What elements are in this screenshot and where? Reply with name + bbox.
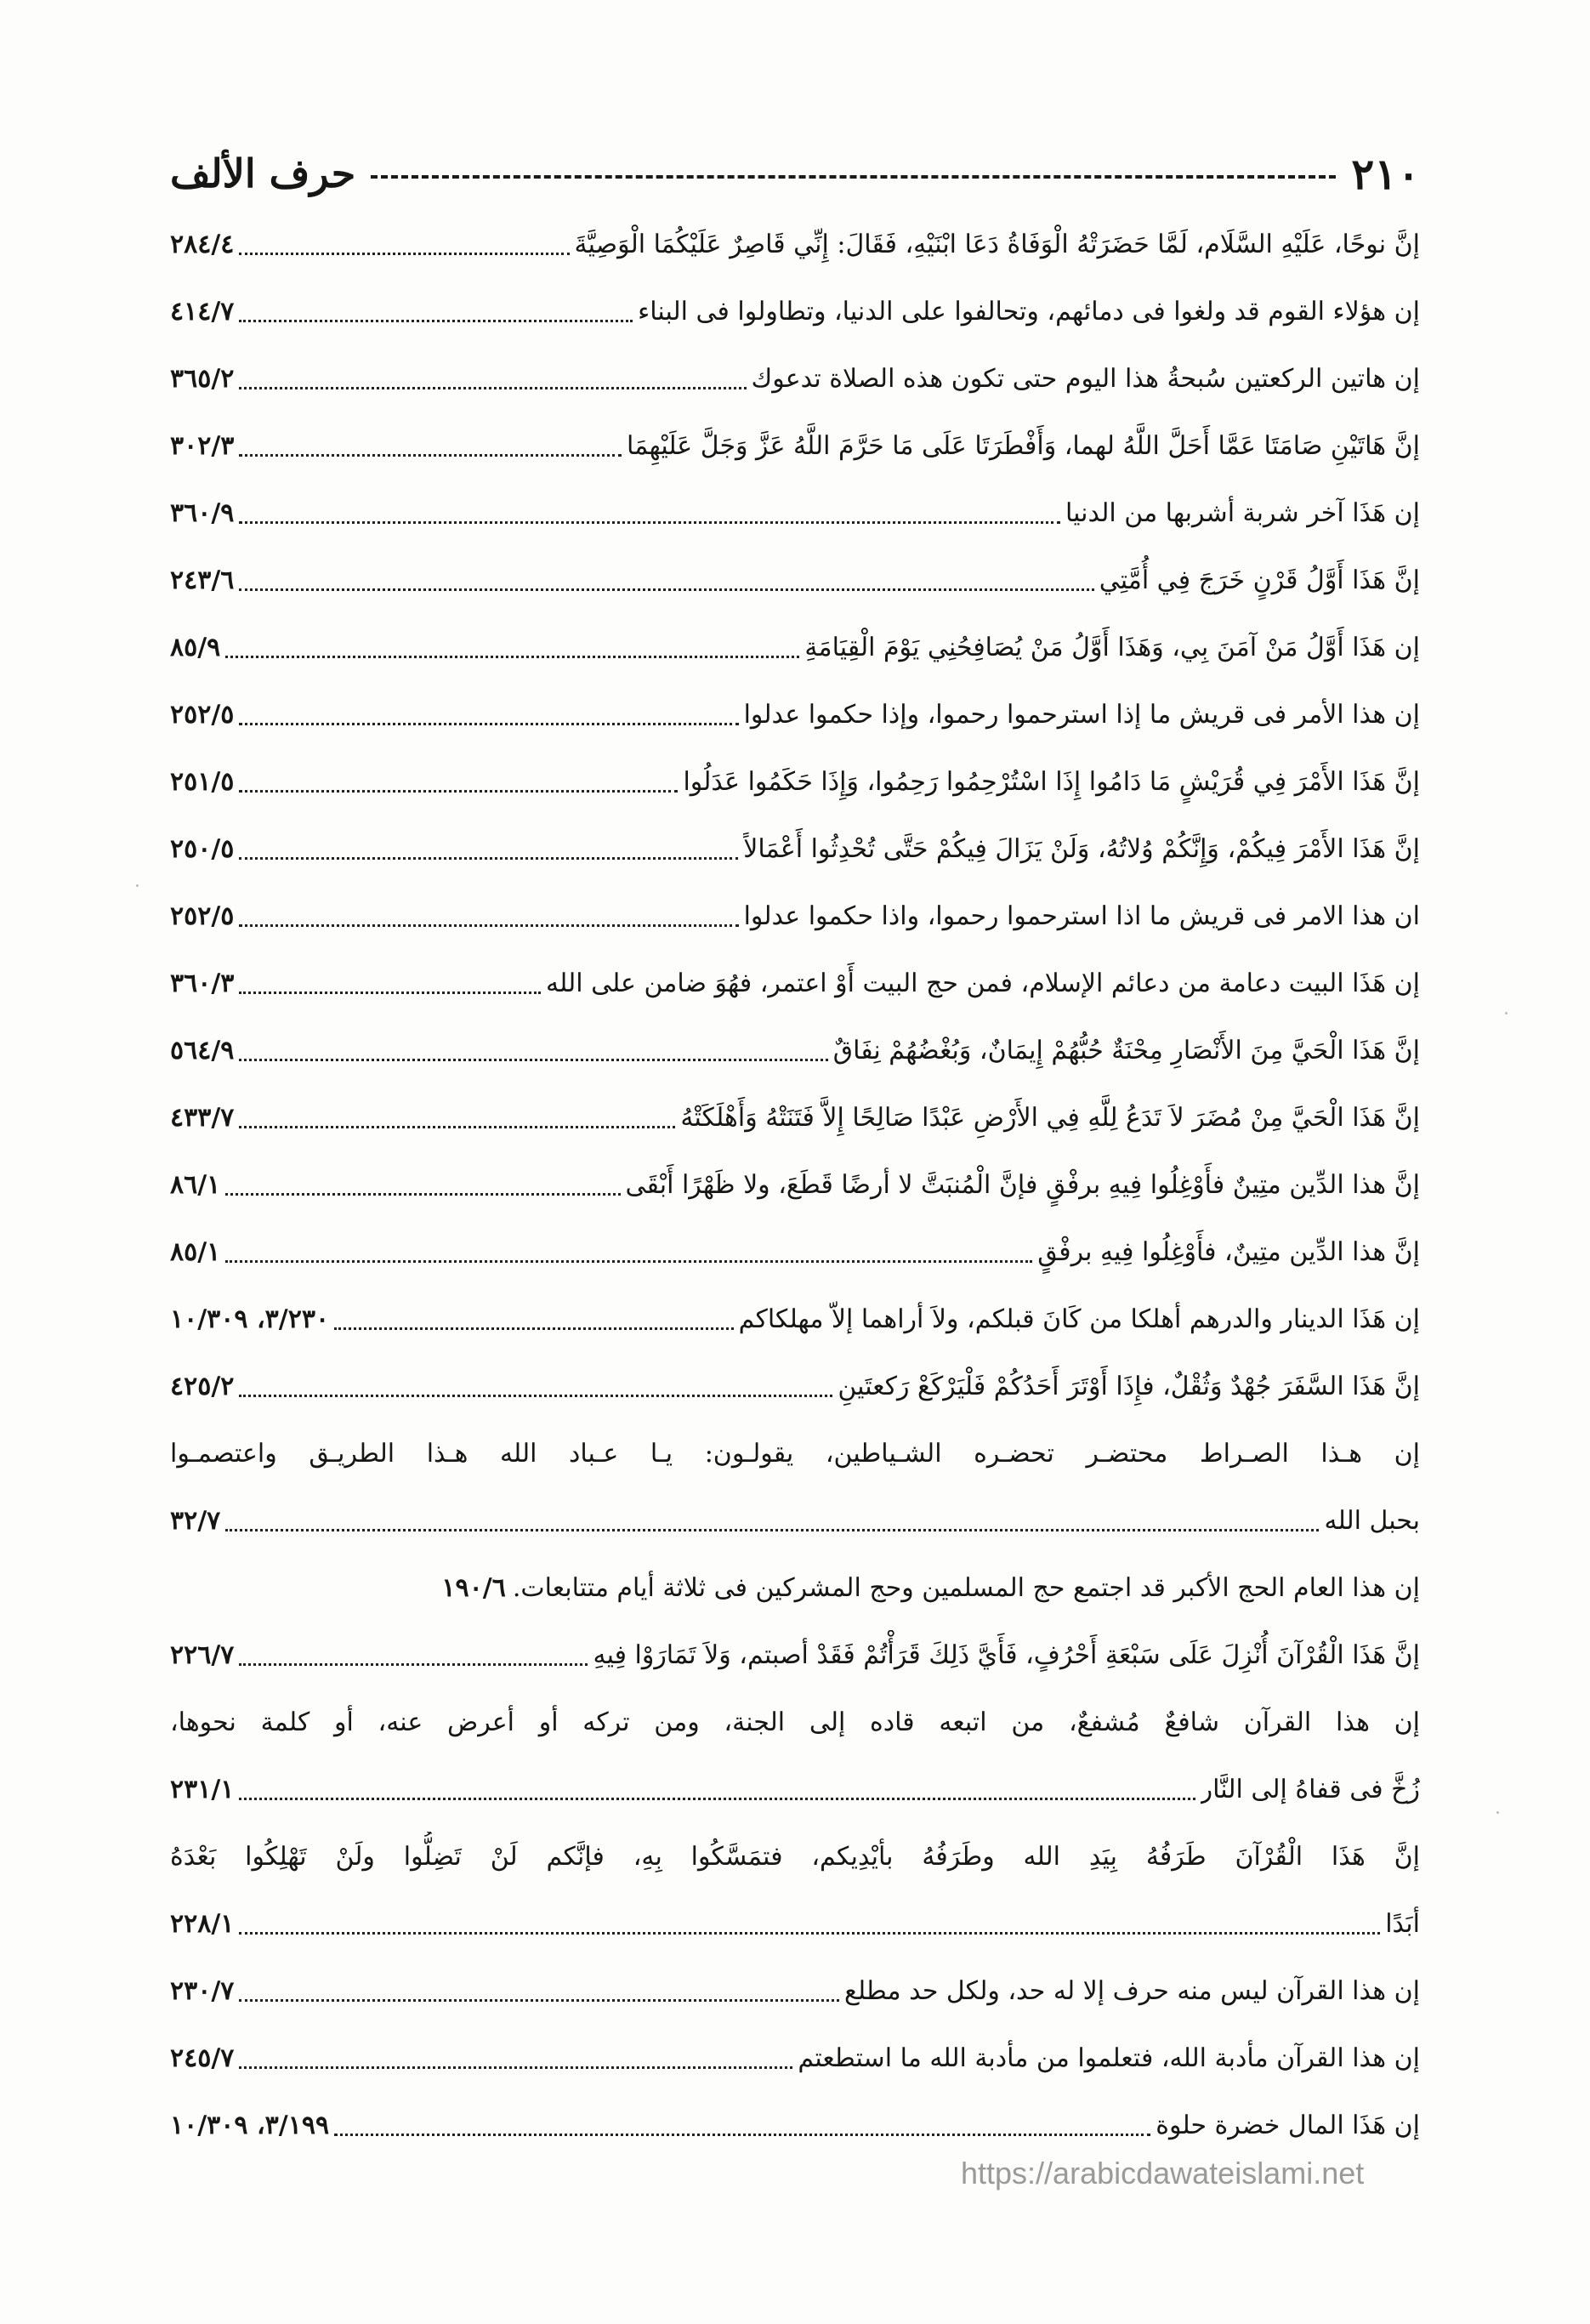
entry-text: إنَّ هَذَا الأَمْرَ فِي قُرَيْشٍ مَا دَامُوا إِذَا اسْتُرْحِمُوا رَحِمُوا، وَإِذَا حَكَمُوا عَدَلُوا <box>683 767 1420 797</box>
index-entry <box>170 690 1420 741</box>
entry-reference: ٣٦٠/٣ <box>170 969 235 998</box>
index-entry <box>170 1899 1420 1950</box>
index-entry-continued <box>170 1832 1420 1883</box>
entry-text: زُخَّ فى قفاهُ إلى النَّار <box>1200 1775 1420 1804</box>
entry-text: إنَّ نوحًا، عَلَيْهِ السَّلَام، لَمَّا حَضَرَتْهُ الْوَفَاةُ دَعَا ابْنَيْهِ، فَقَالَ: إِنِّي قَاصِرٌ عَلَيْكُمَا الْوَصِيَّةَ <box>574 230 1420 259</box>
index-entry <box>170 555 1420 606</box>
dot-leader <box>334 2134 1150 2136</box>
entry-text: إن هذا القرآن ليس منه حرف إلا له حد، ولكل حد مطلع <box>843 1976 1420 2006</box>
entry-reference: ٢٥٢/٥ <box>170 901 235 931</box>
dot-leader <box>239 521 1060 524</box>
entry-text: إنَّ هَذَا الأَمْرَ فِيكُمْ، وَإِنَّكُمْ وُلاتُهُ، وَلَنْ يَزَالَ فِيكُمْ حَتَّى تُحْدِثُوا أَعْمَالاً <box>743 834 1420 864</box>
dot-leader <box>239 387 746 389</box>
entry-reference: ٢٥١/٥ <box>170 767 235 797</box>
entry-reference: ٣/٢٣٠، ١٠/٣٠٩ <box>170 1304 330 1334</box>
entry-text: إن هَذَا البيت دعامة من دعائم الإسلام، فمن حج البيت أَوْ اعتمر، فهُوَ ضامن على الله <box>546 969 1420 998</box>
entry-text: إن هاتين الركعتين سُبحةُ هذا اليوم حتى تكون هذه الصلاة تدعوك <box>751 364 1420 394</box>
entry-reference: ٢٣٠/٧ <box>170 1976 235 2006</box>
entry-text: إن هذا الأمر فى قريش ما إذا استرحموا رحموا، وإذا حكموا عدلوا <box>743 700 1420 730</box>
dot-leader <box>239 253 569 255</box>
index-entry <box>170 958 1420 1009</box>
entry-text: إنَّ هَذَا الْقُرْآنَ أُنْزِلَ عَلَى سَبْعَةِ أَحْرُفٍ، فَأَيَّ ذَلِكَ قَرَأْتُمْ فَقَدْ أصبتم، وَلاَ تَمَارَوْا فِيهِ <box>593 1640 1420 1670</box>
watermark-url: https://arabicdawateislami.net <box>961 2156 1365 2190</box>
index-entry <box>170 1294 1420 1345</box>
entry-text: إن هـذا الصـراط محتضـر تحضـره الشـياطين، يقولـون: يـا عـباد الله هـذا الطريـق واعتصمـوا <box>170 1439 1420 1469</box>
index-entry <box>170 1563 1420 1614</box>
entry-reference: ٨٥/٩ <box>170 633 221 662</box>
entry-text: إنَّ هذا الدِّين متِينٌ فأَوْغِلُوا فِيهِ برفْقٍ فإنَّ الْمُنبَتَّ لا أرضًا قَطَعَ، ولا ظَهْرًا أَبْقَى <box>625 1170 1420 1200</box>
entry-reference: ١٩٠/٦ <box>441 1573 506 1603</box>
entry-reference: ٣٠٢/٣ <box>170 431 235 461</box>
index-entry <box>170 2100 1420 2151</box>
dot-leader <box>239 723 738 725</box>
dot-leader <box>239 588 1093 591</box>
index-entry <box>170 1361 1420 1412</box>
entry-text: إنَّ هَذَا الْحَيَّ مِنَ الأَنْصَارِ مِحْنَةٌ حُبُّهُمْ إِيمَانٌ، وَبُغْضُهُمْ نِفَاقٌ <box>832 1036 1420 1065</box>
index-entry <box>170 1093 1420 1144</box>
page-header <box>170 143 1420 204</box>
index-entry-continued <box>170 1429 1420 1480</box>
entry-reference: ٣/١٩٩، ١٠/٣٠٩ <box>170 2111 330 2140</box>
index-entry <box>170 488 1420 539</box>
index-entry-continued <box>170 1697 1420 1748</box>
entry-text: إن هَذَا الدينار والدرهم أهلكا من كَانَ قبلكم، ولاَ أراهما إلاّ مهلكاكم <box>738 1304 1420 1334</box>
entry-text: إن هذا القرآن شافعٌ مُشفعٌ، من اتبعه قاده إلى الجنة، ومن تركه أو أعرض عنه، أو كلمة نحوها، <box>170 1707 1420 1737</box>
index-entry <box>170 1227 1420 1278</box>
page-number: ٢١٠ <box>1351 148 1420 199</box>
index-entry <box>170 891 1420 942</box>
dot-leader <box>239 1663 588 1666</box>
entry-text: إن هَذَا آخر شربة أشربها من الدنيا <box>1065 498 1420 528</box>
entry-reference: ٣٦٠/٩ <box>170 498 235 528</box>
index-entry <box>170 824 1420 875</box>
entry-reference: ٤٣٣/٧ <box>170 1103 235 1133</box>
entry-text: إنَّ هَذَا الْحَيَّ مِنْ مُضَرَ لاَ تَدَعُ لِلَّهِ فِي الأَرْضِ عَبْدًا صَالِحًا إِلاَّ فَتَنَتْهُ وَأَهْلَكَتْهُ <box>680 1103 1420 1133</box>
entry-text: إنَّ هَذَا أَوَّلُ قَرْنٍ خَرَجَ فِي أُمَّتِي <box>1099 565 1420 595</box>
index-entry <box>170 1026 1420 1077</box>
entry-text: إن هَذَا المال خضرة حلوة <box>1156 2111 1420 2140</box>
dot-leader <box>239 454 622 457</box>
entry-reference: ٢٥٢/٥ <box>170 700 235 730</box>
dot-leader <box>239 992 541 994</box>
index-entry <box>170 622 1420 673</box>
margin-speck <box>1505 1012 1508 1014</box>
index-entry <box>170 2033 1420 2084</box>
dot-leader <box>239 1395 832 1397</box>
dot-leader <box>239 1798 1195 1800</box>
header-rule <box>371 175 1336 179</box>
entry-text: بحبل الله <box>1324 1506 1420 1536</box>
dot-leader <box>239 1059 827 1061</box>
entry-reference: ٤١٤/٧ <box>170 297 235 327</box>
dot-leader <box>239 1999 839 2002</box>
dot-leader <box>225 1260 1032 1263</box>
index-entry <box>170 1160 1420 1211</box>
entry-text: إنَّ هَذَا السَّفَرَ جُهْدٌ وَثُقْلٌ، فإِذَا أَوْتَرَ أَحَدُكُمْ فَلْيَرْكَعْ رَكعتَينِ <box>838 1372 1420 1401</box>
index-entry <box>170 1966 1420 2017</box>
dot-leader <box>225 1529 1319 1531</box>
entry-reference: ٢٢٨/١ <box>170 1909 235 1939</box>
dot-leader <box>239 320 633 322</box>
dot-leader <box>239 790 678 793</box>
entry-text: إن هذا العام الحج الأكبر قد اجتمع حج المسلمين وحج المشركين فى ثلاثة أيام متتابعات. <box>512 1573 1420 1603</box>
index-entry <box>170 1630 1420 1681</box>
entry-reference: ٢٣١/١ <box>170 1775 235 1804</box>
entry-reference: ٢٤٣/٦ <box>170 565 235 595</box>
entry-reference: ٢٨٤/٤ <box>170 230 235 259</box>
index-entry <box>170 219 1420 270</box>
entry-text: ان هذا الامر فى قريش ما اذا استرحموا رحموا، واذا حكموا عدلوا <box>743 901 1420 931</box>
entry-text: إنَّ هَذَا الْقُرْآنَ طَرَفُهُ بِيَدِ الله وطَرَفُهُ بأيْدِيكم، فتمَسَّكُوا بِهِ، فإنَّكم لَنْ تَضِلُّوا ولَنْ تَهْلِكُوا بَعْدَهُ <box>170 1842 1420 1872</box>
entry-text: إنَّ هَاتَيْنِ صَامَتَا عَمَّا أَحَلَّ اللَّهُ لهما، وَأَفْطَرَتَا عَلَى مَا حَرَّمَ اللَّهُ عَزَّ وَجَلَّ عَلَيْهِمَا <box>627 431 1420 461</box>
index-entry <box>170 1496 1420 1547</box>
index-entry <box>170 354 1420 405</box>
entry-reference: ٢٢٦/٧ <box>170 1640 235 1670</box>
entry-reference: ٣٦٥/٢ <box>170 364 235 394</box>
entry-text: إن هذا القرآن مأدبة الله، فتعلموا من مأدبة الله ما استطعتم <box>798 2043 1420 2073</box>
dot-leader <box>239 2066 792 2069</box>
entry-text: إن هَذَا أَوَّلُ مَنْ آمَنَ بِي، وَهَذَا أَوَّلُ مَنْ يُصَافِحُنِي يَوْمَ الْقِيَامَةِ <box>804 633 1420 662</box>
dot-leader <box>334 1327 734 1330</box>
chapter-title: حرف الألف <box>170 151 356 196</box>
entry-reference: ٢٤٥/٧ <box>170 2043 235 2073</box>
dot-leader <box>225 1193 620 1196</box>
entry-reference: ٣٢/٧ <box>170 1506 221 1536</box>
index-entry <box>170 421 1420 472</box>
entry-text: أبَدًا <box>1385 1909 1420 1939</box>
entry-text: إنَّ هذا الدِّين متِينٌ، فأَوْغِلُوا فِيهِ برفْقٍ <box>1037 1237 1420 1267</box>
index-entry <box>170 287 1420 338</box>
dot-leader <box>239 857 738 860</box>
dot-leader <box>239 1126 675 1128</box>
dot-leader <box>239 924 738 927</box>
entry-reference: ٨٦/١ <box>170 1170 221 1200</box>
entry-reference: ٥٦٤/٩ <box>170 1036 235 1065</box>
entry-reference: ٨٥/١ <box>170 1237 221 1267</box>
dot-leader <box>225 656 799 658</box>
index-entry <box>170 757 1420 808</box>
margin-speck <box>1496 1811 1499 1814</box>
entry-reference: ٤٢٥/٢ <box>170 1372 235 1401</box>
entry-text: إن هؤلاء القوم قد ولغوا فى دمائهم، وتحالفوا على الدنيا، وتطاولوا فى البناء <box>638 297 1420 327</box>
index-entry <box>170 1764 1420 1815</box>
dot-leader <box>239 1932 1380 1935</box>
entry-reference: ٢٥٠/٥ <box>170 834 235 864</box>
margin-speck <box>136 884 139 887</box>
